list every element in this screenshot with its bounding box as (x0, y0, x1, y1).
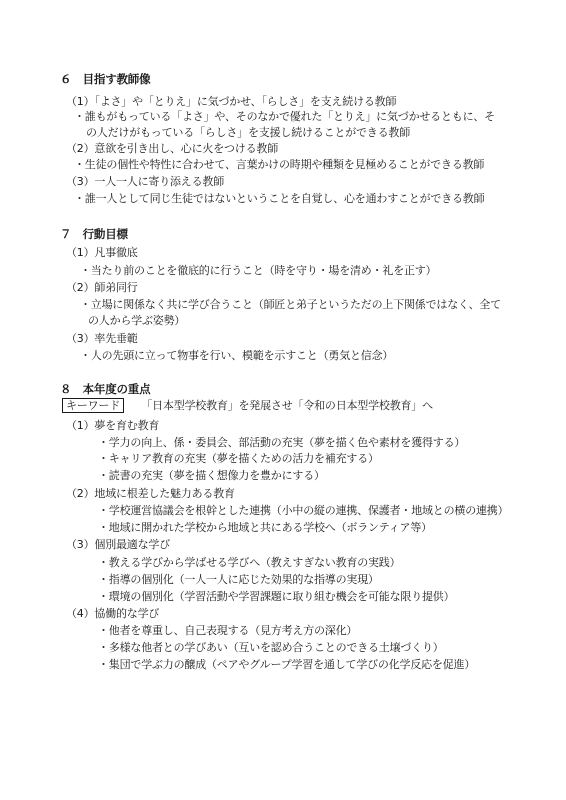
section-6-heading: ６ 目指す教師像 (60, 72, 151, 86)
s6-item-2-label: （2）意欲を引き出し、心に火をつける教師 (66, 142, 278, 155)
s7-item-1-bullet-1: ・当たり前のことを徹底的に行うこと（時を守り・場を清め・礼を正す） (80, 264, 437, 277)
s8-item-3-bullet-2: ・指導の個別化（一人一人に応じた効果的な指導の実現） (98, 573, 379, 586)
s8-item-4-label: （4）協働的な学び (66, 607, 160, 620)
s8-item-4-bullet-2: ・多様な他者との学びあい（互いを認め合うことのできる土壌づくり） (98, 641, 444, 654)
s7-item-2-label: （2）師弟同行 (66, 281, 138, 294)
s8-item-3-bullet-3: ・環境の個別化（学習活動や学習課題に取り組む機会を可能な限り提供） (98, 590, 455, 603)
s8-item-1-bullet-2: ・キャリア教育の充実（夢を描くための活力を補充する） (98, 452, 379, 465)
keyword-box: キーワード (62, 398, 124, 413)
s7-item-3-bullet-1: ・人の先頭に立って物事を行い、模範を示すこと（勇気と信念） (80, 349, 394, 362)
s6-item-3-label: （3）一人一人に寄り添える教師 (66, 175, 224, 188)
keyword-text: 「日本型学校教育」を発展させ「令和の日本型学校教育」へ (141, 399, 433, 412)
s8-item-2-bullet-1: ・学校運営協議会を根幹とした連携（小中の縦の連携、保護者・地域との横の連携） (98, 504, 509, 517)
s7-item-1-label: （1）凡事徹底 (66, 246, 138, 259)
section-7-heading: ７ 行動目標 (60, 227, 128, 241)
s6-item-1-bullet-1: ・誰もがもっている「よさ」や、そのなかで優れた「とりえ」に気づかせるともに、そ (74, 110, 495, 123)
s7-item-2-bullet-1: ・立場に関係なく共に学び合うこと（師匠と弟子というただの上下関係ではなく、全て (80, 298, 501, 311)
section-8-heading: ８ 本年度の重点 (60, 382, 151, 396)
s6-item-3-bullet-1: ・誰一人として同じ生徒ではないということを自覚し、心を通わすことができる教師 (74, 192, 485, 205)
s6-item-2-bullet-1: ・生徒の個性や特性に合わせて、言葉かけの時期や種類を見極めることができる教師 (74, 158, 485, 171)
s7-item-3-label: （3）率先垂範 (66, 332, 138, 345)
s8-item-3-bullet-1: ・教える学びから学ばせる学びへ（教えすぎない教育の実践） (98, 556, 401, 569)
s8-item-1-bullet-1: ・学力の向上、係・委員会、部活動の充実（夢を描く色や素材を獲得する） (98, 436, 466, 449)
s8-item-2-label: （2）地域に根差した魅力ある教育 (66, 487, 235, 500)
s8-item-3-label: （3）個別最適な学び (66, 538, 170, 551)
s8-item-4-bullet-1: ・他者を尊重し、自己表現する（見方考え方の深化） (98, 624, 358, 637)
s8-item-1-label: （1）夢を育む教育 (66, 419, 160, 432)
keyword-row (62, 398, 433, 413)
s8-item-4-bullet-3: ・集団で学ぶ力の醸成（ペアやグループ学習を通して学びの化学反応を促進） (98, 658, 476, 671)
s8-item-1-bullet-3: ・読書の充実（夢を描く想像力を豊かにする） (98, 469, 325, 482)
s6-item-1-label: （1）「よさ」や「とりえ」に気づかせ、「らしさ」を支え続ける教師 (66, 95, 397, 108)
s8-item-2-bullet-2: ・地域に開かれた学校から地域と共にある学校へ（ボランティア等） (98, 521, 432, 534)
s7-item-2-bullet-2: の人から学ぶ姿勢） (88, 314, 186, 327)
s6-item-1-bullet-2: の人だけがもっている「らしさ」を支援し続けることができる教師 (86, 126, 410, 139)
